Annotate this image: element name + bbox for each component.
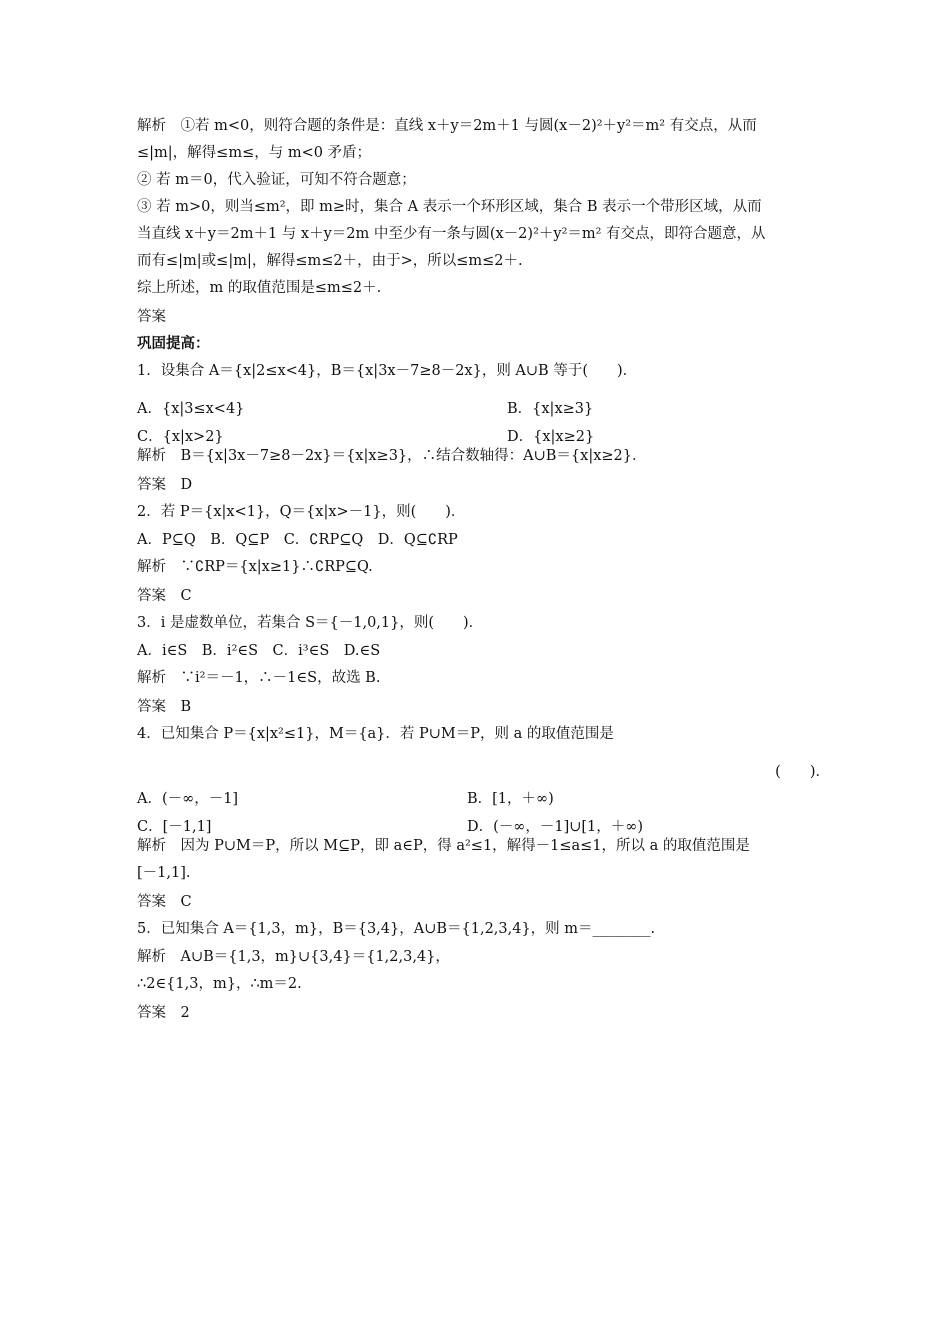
q4-options-row-2 (137, 818, 644, 836)
text-line: [－1,1]. (137, 865, 191, 881)
option-b: B．{x|x≥3} (507, 401, 594, 417)
text-line: ∴2∈{1,3，m}，∴m＝2. (137, 976, 302, 992)
text-line: 答案 C (137, 894, 192, 910)
q1-options-row-1 (137, 400, 594, 418)
q4-answer-paren: ( )． (775, 764, 830, 780)
text-line: A．i∈S B．i²∈S C．i³∈S D.∈S (137, 643, 381, 659)
q1-options-row-2 (137, 428, 595, 446)
text-line: 答案 (137, 309, 166, 325)
option-a: A．(－∞，－1] (137, 791, 239, 807)
option-c: C．[－1,1] (137, 819, 212, 835)
text-line: 解析 A∪B＝{1,3，m}∪{3,4}＝{1,2,3,4}， (137, 949, 450, 965)
q4-options-row-1 (137, 790, 554, 808)
text-line: 答案 B (137, 699, 192, 715)
text-line: 巩固提高： (137, 336, 210, 352)
text-line: ≤|m|，解得≤m≤，与 m<0 矛盾； (137, 145, 372, 161)
text-line: 答案 D (137, 477, 193, 493)
text-line: 3．i 是虚数单位，若集合 S＝{－1,0,1}，则( )． (137, 615, 484, 631)
option-c: C．{x|x>2} (137, 429, 224, 445)
text-line: 解析 ∵i²＝－1，∴－1∈S，故选 B. (137, 670, 381, 686)
text-line: 综上所述，m 的取值范围是≤m≤2＋. (137, 280, 382, 296)
option-a: A．{x|3≤x<4} (137, 401, 245, 417)
text-line: 解析 ∵∁RP＝{x|x≥1}∴∁RP⊆Q. (137, 559, 373, 575)
text-line: ③ 若 m>0，则当≤m²，即 m≥时，集合 A 表示一个环形区域，集合 B 表示一个带形区域，从而 (137, 199, 762, 215)
text-line: 4．已知集合 P＝{x|x²≤1}，M＝{a}．若 P∪M＝P，则 a 的取值范围是 (137, 726, 614, 742)
text-line: 当直线 x＋y＝2m＋1 与 x＋y＝2m 中至少有一条与圆(x－2)²＋y²＝m² 有交点，即符合题意，从 (137, 226, 766, 242)
text-line: 解析 ①若 m<0，则符合题的条件是：直线 x＋y＝2m＋1 与圆(x－2)²＋y²＝m² 有交点，从而 (137, 118, 757, 134)
text-line: 答案 C (137, 588, 192, 604)
text-line: 解析 B＝{x|3x－7≥8－2x}＝{x|x≥3}，∴结合数轴得：A∪B＝{x|x≥2}． (137, 448, 647, 464)
text-line: 1．设集合 A＝{x|2≤x<4}，B＝{x|3x－7≥8－2x}，则 A∪B 等于( )． (137, 363, 638, 379)
text-line: 答案 2 (137, 1005, 190, 1021)
text-line: 5．已知集合 A＝{1,3，m}，B＝{3,4}，A∪B＝{1,2,3,4}，则 m＝________. (137, 921, 656, 937)
text-line: 解析 因为 P∪M＝P，所以 M⊆P，即 a∈P，得 a²≤1，解得－1≤a≤1，所以 a 的取值范围是 (137, 838, 750, 854)
text-line: 2．若 P＝{x|x<1}，Q＝{x|x>－1}，则( )． (137, 504, 466, 520)
option-d: D．(－∞，－1]∪[1，＋∞) (467, 819, 644, 835)
text-line: A．P⊆Q B．Q⊆P C．∁RP⊆Q D．Q⊆∁RP (137, 532, 458, 548)
text-line: 而有≤|m|或≤|m|，解得≤m≤2＋，由于>，所以≤m≤2＋. (137, 253, 523, 269)
option-b: B．[1，＋∞) (467, 791, 554, 807)
text-line: ② 若 m＝0，代入验证，可知不符合题意； (137, 172, 416, 188)
option-d: D．{x|x≥2} (507, 429, 595, 445)
